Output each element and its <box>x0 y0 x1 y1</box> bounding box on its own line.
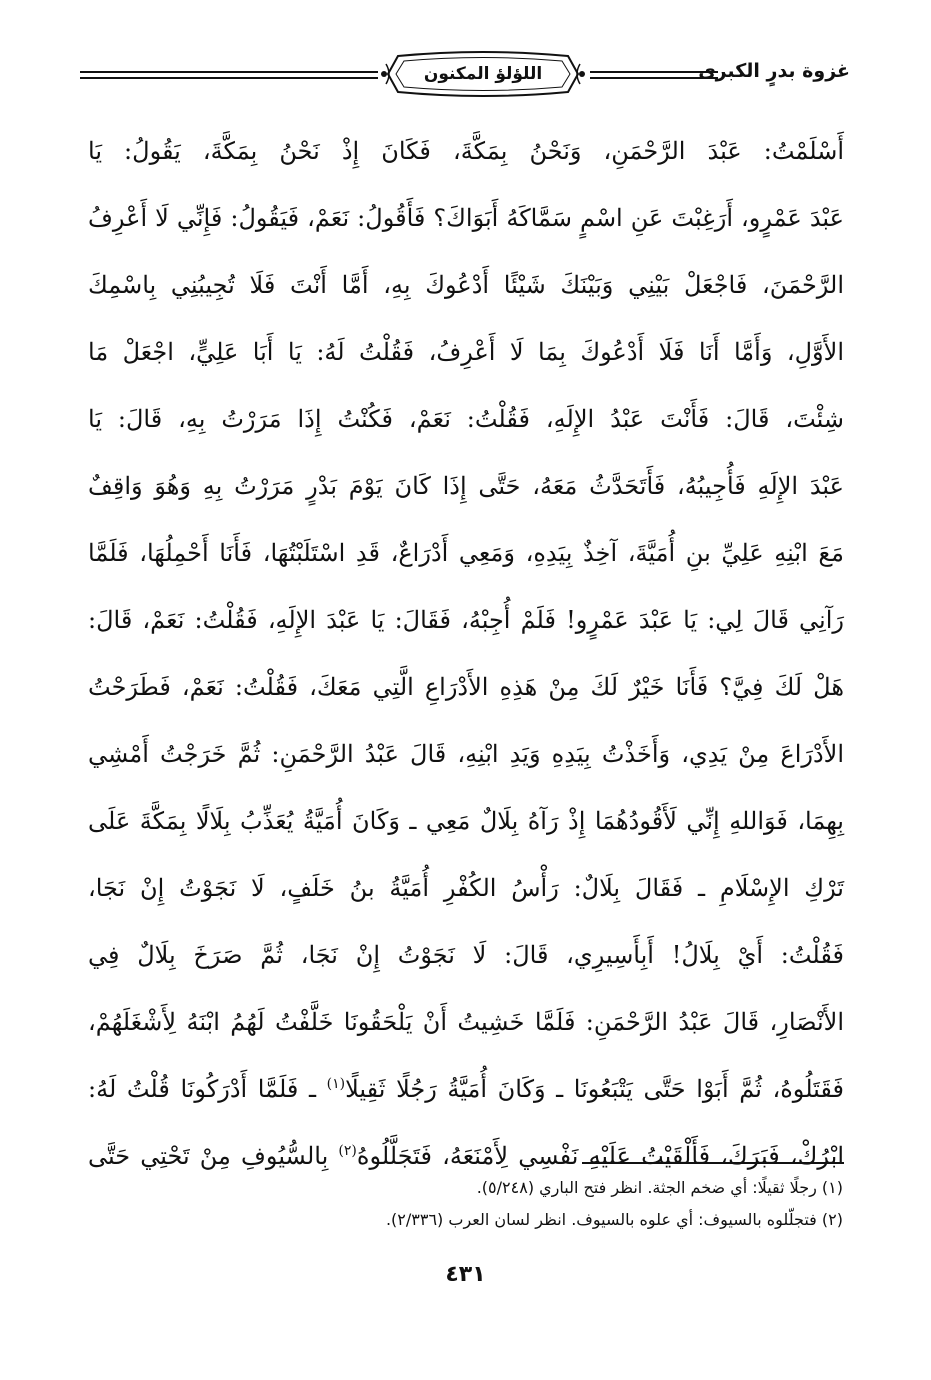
footnote-reference[interactable]: (٢) <box>338 1143 357 1159</box>
footnotes <box>87 1172 843 1236</box>
text-segment: بِالسُّيُوفِ مِنْ تَحْتِي حَتَّى <box>88 1142 339 1170</box>
text-line: عَبْدَ الإِلَهِ فَأُجِيبُهُ، فَأَتَحَدَّثُ مَعَهُ، حَتَّى إِذَا كَانَ يَوْمَ بَدْرٍ مَرَرْتُ بِهِ وَهُوَ وَاقِفٌ <box>88 472 844 500</box>
text-line: أَسْلَمْتُ: عَبْدَ الرَّحْمَنِ، وَنَحْنُ بِمَكَّةَ، فَكَانَ إِذْ نَحْنُ بِمَكَّةَ، يَقُولُ: يَا <box>88 137 844 165</box>
text-line: الرَّحْمَنَ، فَاجْعَلْ بَيْنِي وَبَيْنَكَ شَيْئًا أَدْعُوكَ بِهِ، أَمَّا أَنْتَ فَلَا تُجِيبُنِي بِاسْمِكَ <box>88 271 845 299</box>
header-double-rule-right <box>590 71 718 79</box>
text-line: مَعَ ابْنِهِ عَلِيِّ بنِ أُمَيَّةَ، آخِذٌ بِيَدِهِ، وَمَعِي أَدْرَاعٌ، قَدِ اسْتَلَبْتُهَا، فَأَنَا أَحْمِلُهَا، فَلَمَّا <box>88 539 844 567</box>
footnote: (١) رجلًا ثقيلًا: أي ضخم الجثة. انظر فتح الباري (٥/٢٤٨). <box>476 1178 843 1197</box>
text-segment: فَقَتَلُوهُ، ثُمَّ أَبَوْا حَتَّى يَتْبَعُونَا ـ وَكَانَ أُمَيَّةُ رَجُلًا ثَقِيلًا <box>345 1075 844 1103</box>
book-title: اللؤلؤ المكنون <box>423 64 543 84</box>
footnote-separator <box>582 1162 844 1164</box>
text-line: شِئْتَ، قَالَ: فَأَنْتَ عَبْدُ الإِلَهِ، فَقُلْتُ: نَعَمْ، فَكُنْتُ إِذَا مَرَرْتُ بِهِ، قَالَ: يَا <box>88 405 844 433</box>
text-line: فَقُلْتُ: أَيْ بِلَالُ! أَبِأَسِيرِي، قَالَ: لَا نَجَوْتُ إِنْ نَجَا، ثُمَّ صَرَخَ بِلَالٌ فِي <box>88 941 844 969</box>
page-number: ٤٣١ <box>445 1262 486 1287</box>
text-line: تَرْكِ الإِسْلَامِ ـ فَقَالَ بِلَالٌ: رَأْسُ الكُفْرِ أُمَيَّةُ بنُ خَلَفٍ، لَا نَجَوْتُ إِنْ نَجَا، <box>88 874 844 902</box>
header-double-rule-left <box>80 71 378 79</box>
text-segment: ـ فَلَمَّا أَدْرَكُونَا قُلْتُ لَهُ: <box>88 1075 327 1103</box>
text-line: رَآنِي قَالَ لِي: يَا عَبْدَ عَمْرٍو! فَلَمْ أُجِبْهُ، فَقَالَ: يَا عَبْدَ الإِلَهِ، فَقُلْتُ: نَعَمْ، قَالَ: <box>88 606 844 634</box>
main-text <box>88 118 844 1190</box>
text-line: بِهِمَا، فَوَاللهِ إِنِّي لَأَقُودُهُمَا إِذْ رَآهُ بِلَالٌ مَعِي ـ وَكَانَ أُمَيَّةُ يُعَذِّبُ بِلَالًا بِمَكَّةَ عَلَى <box>88 807 844 835</box>
text-line: عَبْدَ عَمْرٍو، أَرَغِبْتَ عَنِ اسْمٍ سَمَّاكَهُ أَبَوَاكَ؟ فَأَقُولُ: نَعَمْ، فَيَقُولُ: فَإِنِّي لَا أَعْرِفُ <box>88 204 844 232</box>
text-line: الأَوَّلِ، وَأَمَّا أَنَا فَلَا أَدْعُوكَ بِمَا لَا أَعْرِفُ، فَقُلْتُ لَهُ: يَا أَبَا عَلِيٍّ، اجْعَلْ مَا <box>88 338 844 366</box>
book-title-cartouche <box>380 50 586 98</box>
text-line: هَلْ لَكَ فِيَّ؟ فَأَنَا خَيْرٌ لَكَ مِنْ هَذِهِ الأَدْرَاعِ الَّتِي مَعَكَ، فَقُلْتُ: نَعَمْ، فَطَرَحْتُ <box>88 673 844 701</box>
text-line: الأَدْرَاعَ مِنْ يَدِي، وَأَخَذْتُ بِيَدِهِ وَيَدِ ابْنِهِ، قَالَ عَبْدُ الرَّحْمَنِ: ثُمَّ خَرَجْتُ أَمْشِي <box>88 740 844 768</box>
footnote: (٢) فتجلّلوه بالسيوف: أي علوه بالسيوف. انظر لسان العرب (٢/٣٣٦). <box>385 1210 843 1229</box>
text-segment: ابْرُكْ، فَبَرَكَ، فَأَلْقَيْتُ عَلَيْهِ نَفْسِي لِأَمْنَعَهُ، فَتَجَلَّلُوهُ <box>356 1142 844 1170</box>
footnote-reference[interactable]: (١) <box>326 1076 346 1092</box>
text-line-with-note <box>88 1056 844 1123</box>
running-header <box>80 48 850 102</box>
text-line: الأَنْصَارِ، قَالَ عَبْدُ الرَّحْمَنِ: فَلَمَّا خَشِيتُ أَنْ يَلْحَقُونَا خَلَّفْتُ لَهُمُ ابْنَهُ لِأَشْغَلَهُمْ، <box>88 1008 844 1036</box>
chapter-title: غزوة بدرٍ الكبرى <box>698 60 850 82</box>
